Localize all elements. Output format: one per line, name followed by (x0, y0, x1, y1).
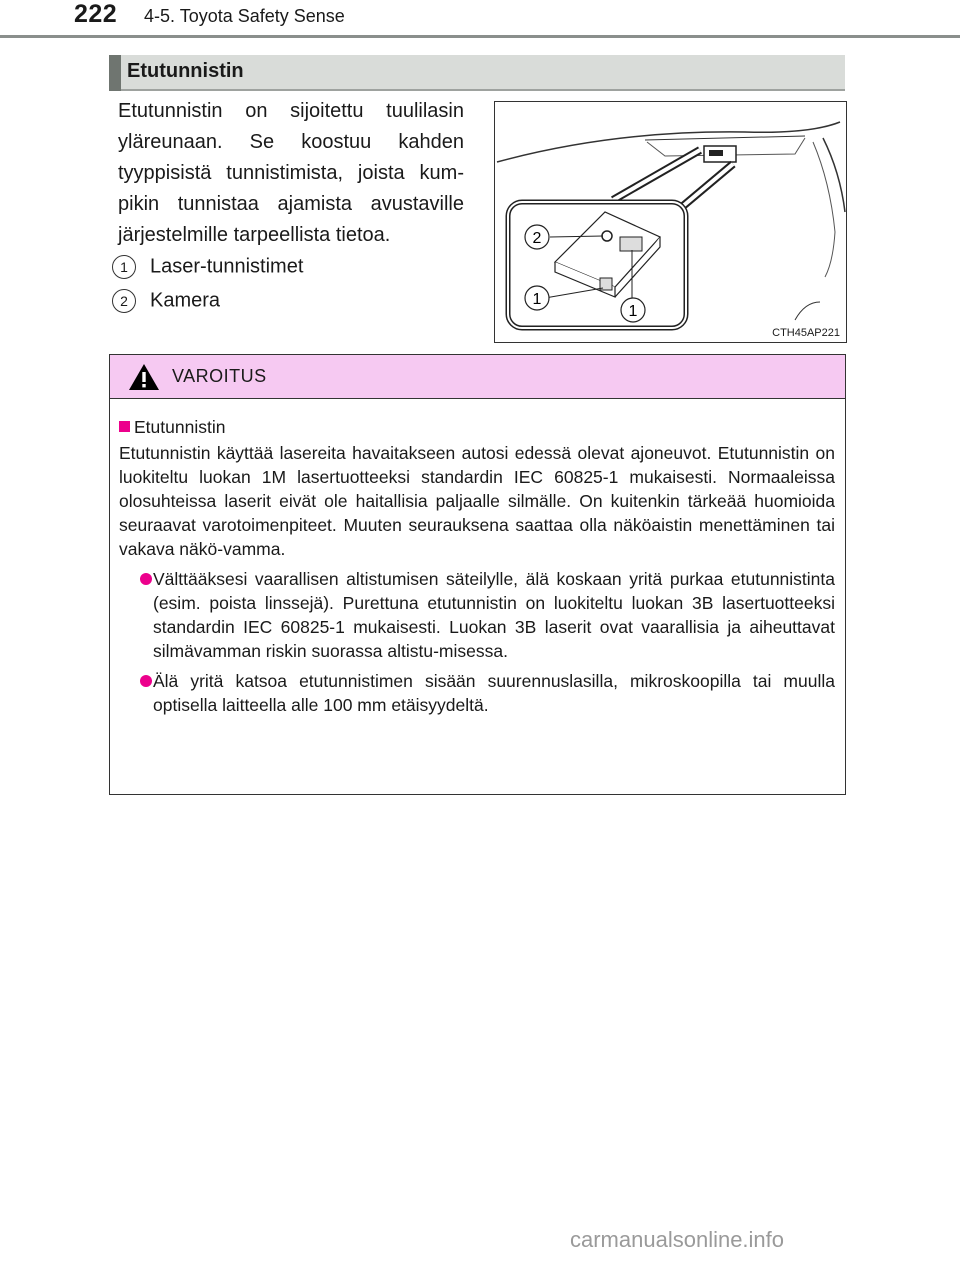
sensor-drawing (495, 102, 846, 342)
legend-item-laser (112, 255, 303, 279)
section-heading-bar (109, 55, 845, 91)
intro-paragraph: Etutunnistin on sijoitettu tuulilasin yläreunaan. Se koostuu kahden tyyppisistä tunnistimista, joista kum-pikin tunnistaa ajamista avustaville järjestelmille tarpeellista tietoa. (118, 100, 464, 246)
callout-number: 1 (628, 303, 638, 320)
warning-box (109, 354, 846, 795)
callout-number: 2 (532, 230, 542, 247)
bullet-dot-icon (140, 573, 152, 585)
footer-watermark: carmanualsonline.info (570, 1227, 785, 1252)
callout-number: 1 (532, 291, 542, 308)
warning-title: VAROITUS (172, 366, 267, 386)
section-title: Etutunnistin (127, 60, 244, 82)
square-bullet-icon (119, 421, 130, 432)
warning-subheading (119, 415, 835, 439)
warning-triangle-icon (128, 363, 160, 391)
warning-paragraph: Etutunnistin käyttää lasereita havaitakseen autosi edessä olevat ajoneuvot. Etutunnistin on luokiteltu luokan 1M lasertuotteeksi standardin IEC 60825-1 mukaisesti. Normaaleissa olosuhteissa laserit eivät ole haitallisia paljaalle silmälle. On kuitenkin tärkeää huomioida seuraavat varotoimenpiteet. Muuten seurauksena saattaa olla näköaistin menettäminen tai vakava näkö-vamma. (119, 443, 835, 559)
warning-bullet-text: Älä yritä katsoa etutunnistimen sisään suurennuslasilla, mikroskoopilla tai muulla optisella laitteella alle 100 mm etäisyydeltä. (153, 671, 835, 715)
bullet-dot-icon (140, 675, 152, 687)
warning-bullet-text: Välttääksesi vaarallisen altistumisen säteilylle, älä koskaan yritä purkaa etutunnistinta (esim. poista linssejä). Purettuna etutunnistin on luokiteltu luokan 3B lasertuotteeksi standardin IEC 60825-1 mukaisesti. Luokan 3B laserit ovat vaarallisia ja aiheuttavat silmävamman riskin suorassa altistu-misessa. (153, 569, 835, 661)
legend-number: 2 (112, 289, 136, 313)
warning-bullet (119, 669, 835, 717)
sensor-illustration (494, 101, 847, 343)
warning-subheading-text: Etutunnistin (134, 417, 226, 437)
header-divider (0, 35, 960, 38)
running-head: 4-5. Toyota Safety Sense (144, 6, 345, 26)
legend-label: Kamera (150, 289, 221, 312)
page-number: 222 (74, 0, 118, 28)
warning-body (110, 399, 845, 717)
warning-bullet (119, 567, 835, 663)
legend-item-camera (112, 289, 220, 313)
section-heading-accent (109, 55, 121, 91)
figure-code: CTH45AP221 (772, 327, 840, 339)
legend-label: Laser-tunnistimet (150, 255, 304, 278)
warning-header (110, 355, 845, 399)
legend-number: 1 (112, 255, 136, 279)
